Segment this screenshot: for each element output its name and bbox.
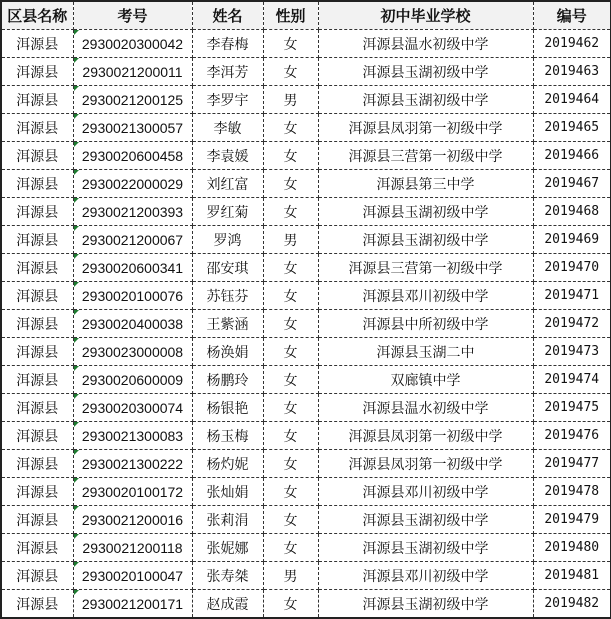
exam-number-cell[interactable]: 2930021200118 bbox=[73, 534, 192, 562]
serial-cell[interactable]: 2019479 bbox=[533, 506, 611, 534]
exam-number-cell[interactable]: 2930020400038 bbox=[73, 310, 192, 338]
gender-cell[interactable]: 女 bbox=[263, 422, 318, 450]
name-cell[interactable]: 杨涣娟 bbox=[192, 338, 263, 366]
name-cell[interactable]: 邵安琪 bbox=[192, 254, 263, 282]
school-cell[interactable]: 洱源县凤羽第一初级中学 bbox=[318, 422, 533, 450]
school-cell[interactable]: 洱源县玉湖初级中学 bbox=[318, 534, 533, 562]
district-cell[interactable]: 洱源县 bbox=[1, 58, 73, 86]
exam-number-cell[interactable]: 2930021200393 bbox=[73, 198, 192, 226]
table-row bbox=[1, 114, 611, 142]
gender-cell[interactable]: 女 bbox=[263, 170, 318, 198]
serial-cell[interactable]: 2019469 bbox=[533, 226, 611, 254]
district-cell[interactable]: 洱源县 bbox=[1, 394, 73, 422]
table-row bbox=[1, 170, 611, 198]
table-row bbox=[1, 310, 611, 338]
header-serial[interactable]: 编号 bbox=[533, 1, 611, 30]
table-row bbox=[1, 366, 611, 394]
table-row bbox=[1, 254, 611, 282]
gender-cell[interactable]: 女 bbox=[263, 478, 318, 506]
name-cell[interactable]: 杨银艳 bbox=[192, 394, 263, 422]
district-cell[interactable]: 洱源县 bbox=[1, 590, 73, 619]
exam-number-cell[interactable]: 2930020600009 bbox=[73, 366, 192, 394]
table-row bbox=[1, 394, 611, 422]
school-cell[interactable]: 洱源县第三中学 bbox=[318, 170, 533, 198]
school-cell[interactable]: 洱源县玉湖初级中学 bbox=[318, 226, 533, 254]
name-cell[interactable]: 张妮娜 bbox=[192, 534, 263, 562]
name-cell[interactable]: 李敏 bbox=[192, 114, 263, 142]
gender-cell[interactable]: 女 bbox=[263, 338, 318, 366]
school-cell[interactable]: 洱源县温水初级中学 bbox=[318, 30, 533, 58]
name-cell[interactable]: 李袁媛 bbox=[192, 142, 263, 170]
name-cell[interactable]: 张寿桀 bbox=[192, 562, 263, 590]
district-cell[interactable]: 洱源县 bbox=[1, 198, 73, 226]
serial-cell[interactable]: 2019477 bbox=[533, 450, 611, 478]
gender-cell[interactable]: 女 bbox=[263, 450, 318, 478]
school-cell[interactable]: 洱源县三营第一初级中学 bbox=[318, 142, 533, 170]
serial-cell[interactable]: 2019474 bbox=[533, 366, 611, 394]
district-cell[interactable]: 洱源县 bbox=[1, 562, 73, 590]
district-cell[interactable]: 洱源县 bbox=[1, 534, 73, 562]
header-name[interactable]: 姓名 bbox=[192, 1, 263, 30]
serial-cell[interactable]: 2019475 bbox=[533, 394, 611, 422]
school-cell[interactable]: 洱源县邓川初级中学 bbox=[318, 562, 533, 590]
gender-cell[interactable]: 女 bbox=[263, 142, 318, 170]
serial-cell[interactable]: 2019468 bbox=[533, 198, 611, 226]
gender-cell[interactable]: 女 bbox=[263, 534, 318, 562]
district-cell[interactable]: 洱源县 bbox=[1, 310, 73, 338]
district-cell[interactable]: 洱源县 bbox=[1, 170, 73, 198]
exam-number-cell[interactable]: 2930020100172 bbox=[73, 478, 192, 506]
school-cell[interactable]: 洱源县三营第一初级中学 bbox=[318, 254, 533, 282]
serial-cell[interactable]: 2019464 bbox=[533, 86, 611, 114]
serial-cell[interactable]: 2019463 bbox=[533, 58, 611, 86]
gender-cell[interactable]: 女 bbox=[263, 254, 318, 282]
table-row bbox=[1, 142, 611, 170]
serial-cell[interactable]: 2019470 bbox=[533, 254, 611, 282]
name-cell[interactable]: 赵成霞 bbox=[192, 590, 263, 619]
table-row bbox=[1, 478, 611, 506]
name-cell[interactable]: 刘红富 bbox=[192, 170, 263, 198]
gender-cell[interactable]: 女 bbox=[263, 58, 318, 86]
serial-cell[interactable]: 2019466 bbox=[533, 142, 611, 170]
header-gender[interactable]: 性别 bbox=[263, 1, 318, 30]
district-cell[interactable]: 洱源县 bbox=[1, 142, 73, 170]
gender-cell[interactable]: 女 bbox=[263, 198, 318, 226]
table-row bbox=[1, 226, 611, 254]
gender-cell[interactable]: 女 bbox=[263, 30, 318, 58]
table-row bbox=[1, 282, 611, 310]
district-cell[interactable]: 洱源县 bbox=[1, 282, 73, 310]
gender-cell[interactable]: 女 bbox=[263, 394, 318, 422]
gender-cell[interactable]: 女 bbox=[263, 310, 318, 338]
school-cell[interactable]: 洱源县玉湖初级中学 bbox=[318, 506, 533, 534]
exam-number-cell[interactable]: 2930020100047 bbox=[73, 562, 192, 590]
district-cell[interactable]: 洱源县 bbox=[1, 422, 73, 450]
district-cell[interactable]: 洱源县 bbox=[1, 338, 73, 366]
exam-number-cell[interactable]: 2930020300042 bbox=[73, 30, 192, 58]
school-cell[interactable]: 洱源县玉湖初级中学 bbox=[318, 86, 533, 114]
name-cell[interactable]: 李罗宇 bbox=[192, 86, 263, 114]
header-district[interactable]: 区县名称 bbox=[1, 1, 73, 30]
name-cell[interactable]: 张莉涓 bbox=[192, 506, 263, 534]
name-cell[interactable]: 罗红菊 bbox=[192, 198, 263, 226]
serial-cell[interactable]: 2019476 bbox=[533, 422, 611, 450]
district-cell[interactable]: 洱源县 bbox=[1, 478, 73, 506]
gender-cell[interactable]: 女 bbox=[263, 590, 318, 619]
exam-number-cell[interactable]: 2930021200011 bbox=[73, 58, 192, 86]
serial-cell[interactable]: 2019480 bbox=[533, 534, 611, 562]
school-cell[interactable]: 洱源县玉湖二中 bbox=[318, 338, 533, 366]
school-cell[interactable]: 洱源县凤羽第一初级中学 bbox=[318, 114, 533, 142]
district-cell[interactable]: 洱源县 bbox=[1, 86, 73, 114]
table-row bbox=[1, 590, 611, 619]
serial-cell[interactable]: 2019481 bbox=[533, 562, 611, 590]
name-cell[interactable]: 罗鸿 bbox=[192, 226, 263, 254]
gender-cell[interactable]: 女 bbox=[263, 506, 318, 534]
serial-cell[interactable]: 2019478 bbox=[533, 478, 611, 506]
exam-number-cell[interactable]: 2930021300083 bbox=[73, 422, 192, 450]
serial-cell[interactable]: 2019471 bbox=[533, 282, 611, 310]
name-cell[interactable]: 杨玉梅 bbox=[192, 422, 263, 450]
district-cell[interactable]: 洱源县 bbox=[1, 30, 73, 58]
district-cell[interactable]: 洱源县 bbox=[1, 506, 73, 534]
exam-number-cell[interactable]: 2930020600341 bbox=[73, 254, 192, 282]
table-row bbox=[1, 534, 611, 562]
gender-cell[interactable]: 男 bbox=[263, 562, 318, 590]
gender-cell[interactable]: 男 bbox=[263, 86, 318, 114]
table-row bbox=[1, 422, 611, 450]
school-cell[interactable]: 洱源县温水初级中学 bbox=[318, 394, 533, 422]
gender-cell[interactable]: 女 bbox=[263, 366, 318, 394]
serial-cell[interactable]: 2019462 bbox=[533, 30, 611, 58]
table-row bbox=[1, 198, 611, 226]
serial-cell[interactable]: 2019473 bbox=[533, 338, 611, 366]
name-cell[interactable]: 苏钰芬 bbox=[192, 282, 263, 310]
table-row bbox=[1, 58, 611, 86]
school-cell[interactable]: 洱源县凤羽第一初级中学 bbox=[318, 450, 533, 478]
school-cell[interactable]: 洱源县中所初级中学 bbox=[318, 310, 533, 338]
school-cell[interactable]: 洱源县玉湖初级中学 bbox=[318, 590, 533, 619]
exam-number-cell[interactable]: 2930022000029 bbox=[73, 170, 192, 198]
serial-cell[interactable]: 2019467 bbox=[533, 170, 611, 198]
name-cell[interactable]: 杨灼妮 bbox=[192, 450, 263, 478]
table-row bbox=[1, 506, 611, 534]
name-cell[interactable]: 王紫涵 bbox=[192, 310, 263, 338]
table-row bbox=[1, 338, 611, 366]
exam-number-cell[interactable]: 2930021200016 bbox=[73, 506, 192, 534]
exam-number-cell[interactable]: 2930020600458 bbox=[73, 142, 192, 170]
gender-cell[interactable]: 女 bbox=[263, 114, 318, 142]
school-cell[interactable]: 洱源县邓川初级中学 bbox=[318, 282, 533, 310]
school-cell[interactable]: 洱源县玉湖初级中学 bbox=[318, 58, 533, 86]
table-row bbox=[1, 86, 611, 114]
exam-number-cell[interactable]: 2930021300222 bbox=[73, 450, 192, 478]
school-cell[interactable]: 洱源县邓川初级中学 bbox=[318, 478, 533, 506]
table-row bbox=[1, 562, 611, 590]
gender-cell[interactable]: 女 bbox=[263, 282, 318, 310]
exam-number-cell[interactable]: 2930020300074 bbox=[73, 394, 192, 422]
header-exam-number[interactable]: 考号 bbox=[73, 1, 192, 30]
district-cell[interactable]: 洱源县 bbox=[1, 450, 73, 478]
exam-number-cell[interactable]: 2930021200125 bbox=[73, 86, 192, 114]
district-cell[interactable]: 洱源县 bbox=[1, 114, 73, 142]
header-row bbox=[1, 1, 611, 30]
header-school[interactable]: 初中毕业学校 bbox=[318, 1, 533, 30]
exam-number-cell[interactable]: 2930023000008 bbox=[73, 338, 192, 366]
name-cell[interactable]: 李洱芳 bbox=[192, 58, 263, 86]
exam-number-cell[interactable]: 2930021200067 bbox=[73, 226, 192, 254]
gender-cell[interactable]: 男 bbox=[263, 226, 318, 254]
exam-number-cell[interactable]: 2930021300057 bbox=[73, 114, 192, 142]
school-cell[interactable]: 双廊镇中学 bbox=[318, 366, 533, 394]
table-row bbox=[1, 450, 611, 478]
district-cell[interactable]: 洱源县 bbox=[1, 366, 73, 394]
exam-number-cell[interactable]: 2930021200171 bbox=[73, 590, 192, 619]
name-cell[interactable]: 杨鹏玲 bbox=[192, 366, 263, 394]
table-row bbox=[1, 30, 611, 58]
name-cell[interactable]: 张灿娟 bbox=[192, 478, 263, 506]
district-cell[interactable]: 洱源县 bbox=[1, 226, 73, 254]
district-cell[interactable]: 洱源县 bbox=[1, 254, 73, 282]
serial-cell[interactable]: 2019472 bbox=[533, 310, 611, 338]
name-cell[interactable]: 李春梅 bbox=[192, 30, 263, 58]
serial-cell[interactable]: 2019465 bbox=[533, 114, 611, 142]
school-cell[interactable]: 洱源县玉湖初级中学 bbox=[318, 198, 533, 226]
serial-cell[interactable]: 2019482 bbox=[533, 590, 611, 619]
exam-number-cell[interactable]: 2930020100076 bbox=[73, 282, 192, 310]
